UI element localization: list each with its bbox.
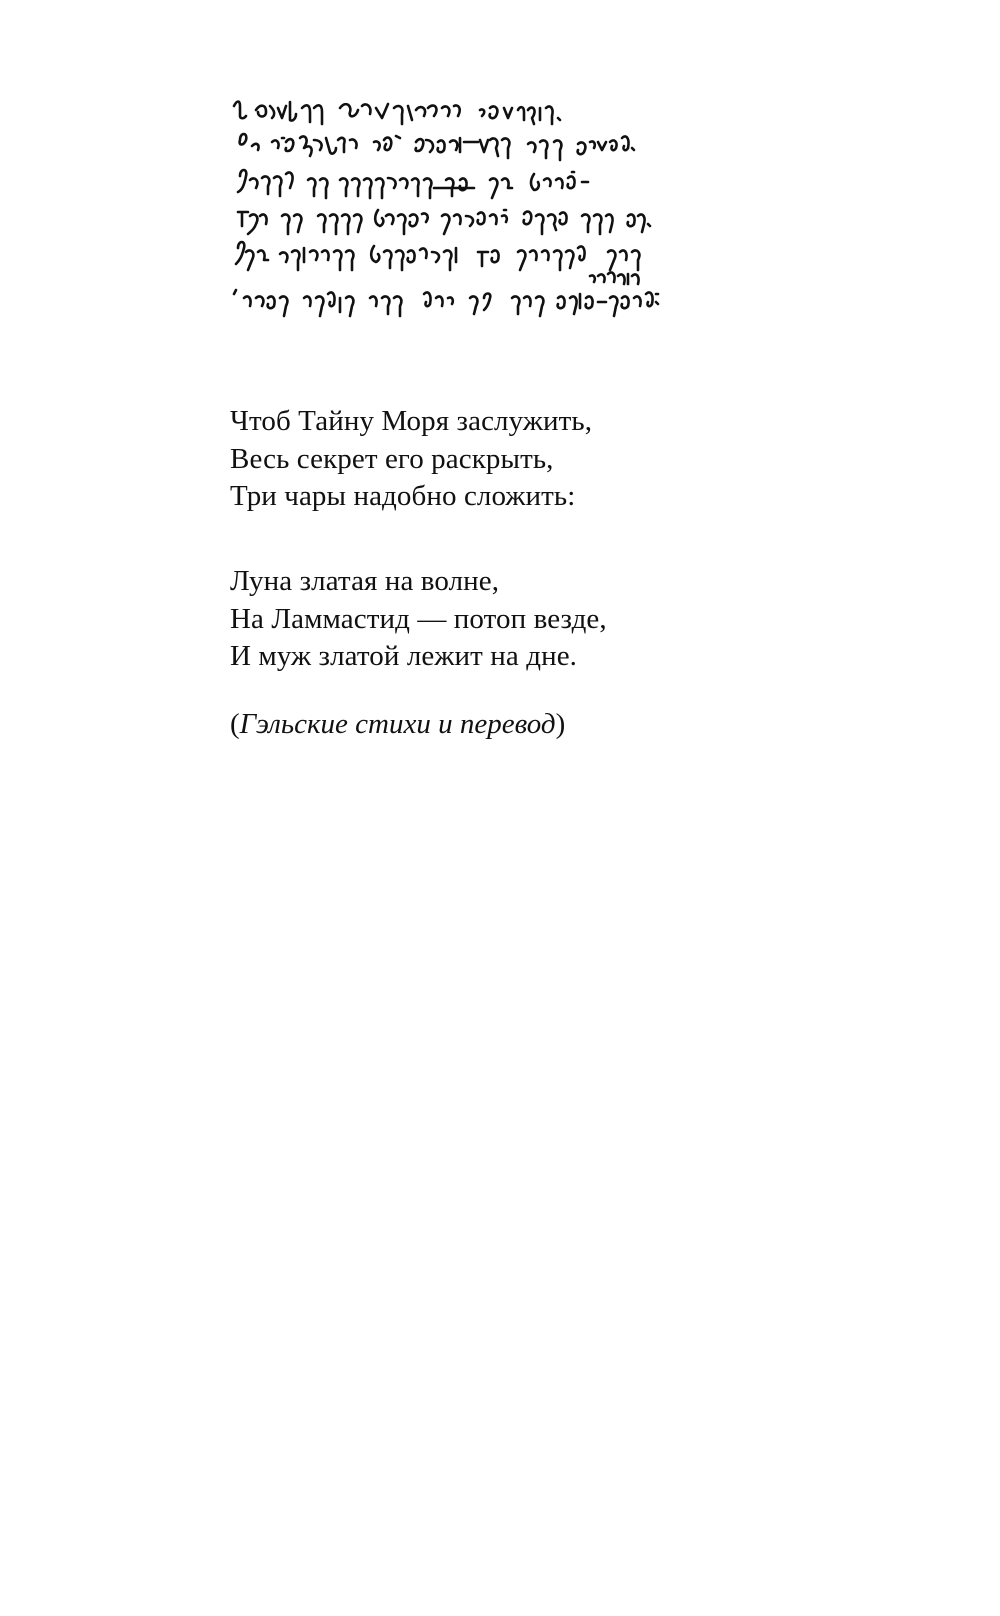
verse-line: Три чары надобно сложить: — [230, 480, 576, 512]
caption — [230, 706, 565, 743]
verse-line: Чтоб Тайну Моря заслужить, — [230, 405, 593, 437]
handwritten-manuscript-image — [228, 88, 768, 348]
caption-text: Гэльские стихи и перевод — [239, 708, 556, 740]
verse-line: На Ламмастид — потоп везде, — [230, 602, 607, 635]
manuscript-scribbles — [228, 88, 768, 348]
caption-close-paren: ) — [555, 708, 566, 740]
verse-line: Весь секрет его раскрыть, — [230, 442, 554, 475]
verse-line: И муж златой лежит на дне. — [230, 640, 578, 672]
verse-stanza-2 — [230, 563, 607, 676]
verse-stanza-1 — [230, 403, 592, 516]
verse-line: Луна златая на волне, — [230, 565, 500, 597]
caption-open-paren: ( — [230, 708, 240, 740]
